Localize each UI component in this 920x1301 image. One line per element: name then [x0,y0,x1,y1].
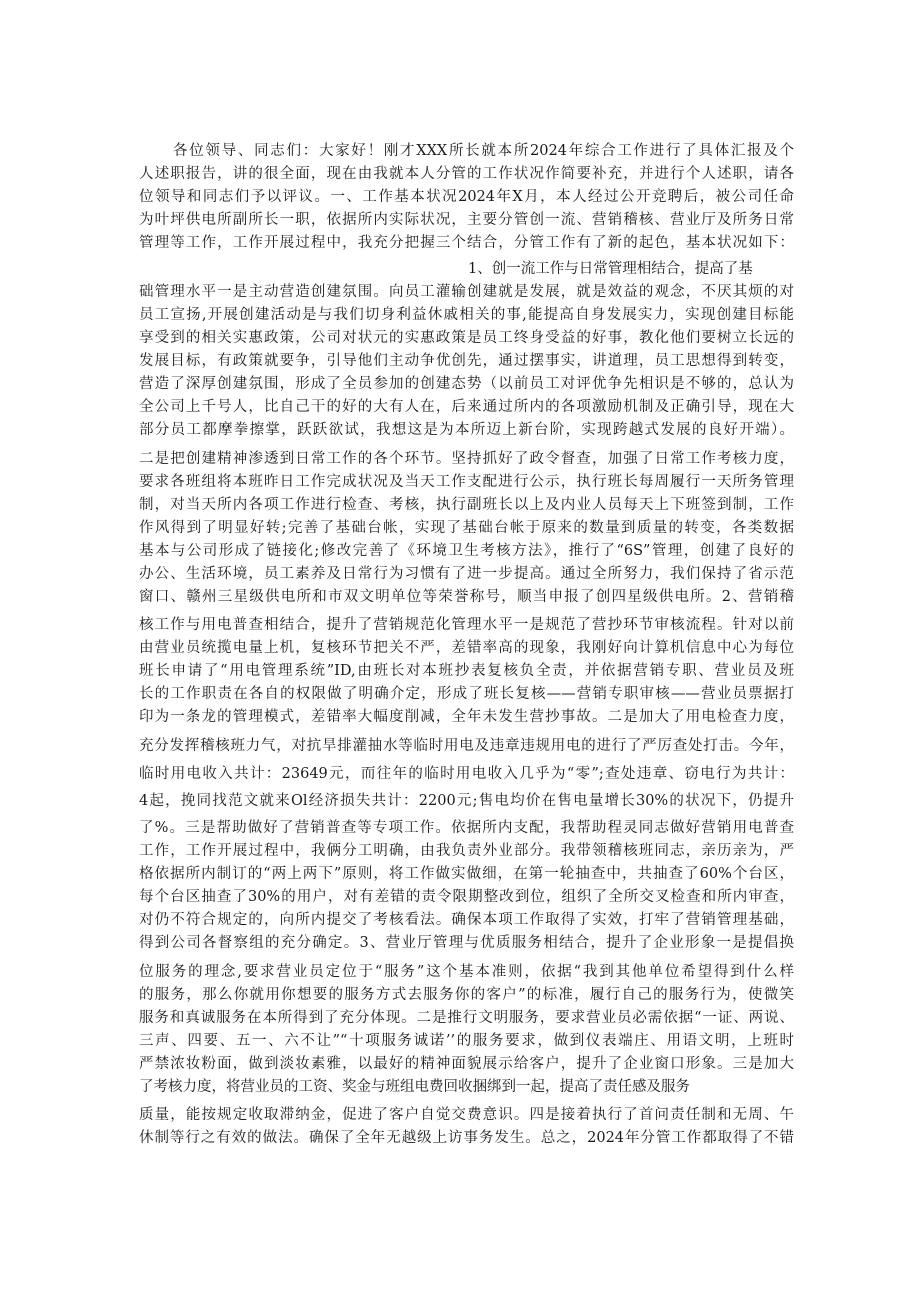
paragraph-line: 核工作与用电普查相结合，提升了营销规范化管理水平一是规范了营抄环节审核流程。针对以前 [139,617,794,633]
paragraph-line: 了%。三是帮助做好了营销普查等专项工作。依据所内支配，我帮助程灵同志做好营销用电普查 [139,820,794,836]
section-heading-line: 1、创一流工作与日常管理相结合，提高了基 [468,261,753,277]
paragraph-line: 二是把创建精神渗透到日常工作的各个环节。坚持抓好了政令督查，加强了日常工作考核力度， [139,451,794,467]
paragraph-line: 办公、生活环境，员工素养及日常行为习惯有了进一步提高。通过全所努力，我们保持了省示范 [139,566,794,582]
paragraph-line: 部分员工都摩拳擦掌，跃跃欲试，我想这是为本所迈上新台阶，实现跨越式发展的良好开端）。 [139,422,794,438]
paragraph-line: 长的工作职责在各自的权限做了明确介定，形成了班长复核——营销专职审核——营业员票据打 [139,686,794,702]
paragraph-line: 由营业员统揽电量上机，复核环节把关不严，差错率高的现象，我刚好向计算机信息中心为每位 [139,640,794,656]
paragraph-line: 窗口、赣州三星级供电所和市双文明单位等荣誉称号，顺当申报了创四星级供电所。2、营销稽 [139,589,794,605]
paragraph-line: 了考核力度，将营业员的工资、奖金与班组电费回收捆绑到一起，提高了责任感及服务 [139,1079,690,1095]
paragraph-line: 为叶坪供电所副所长一职，依据所内实际状况，主要分管创一流、营销稽核、营业厅及所务日常 [139,212,794,228]
paragraph-line: 严禁浓妆粉面，做到淡妆素雅，以最好的精神面貌展示给客户，提升了企业窗口形象。三是加大 [139,1056,794,1072]
paragraph-line: 三声、四要、五一、六不让”“十项服务诚诺’’的服务要求，做到仪表端庄、用语文明，上班时 [139,1033,794,1049]
paragraph-line: 班长申请了“用电管理系统”ID,由班长对本班抄表复核负全责，并依据营销专职、营业员及班 [139,663,794,679]
paragraph-line: 享受到的相关实惠政策，公司对状元的实惠政策是员工终身受益的好事，教化他们要树立长远的 [139,330,794,346]
paragraph-line: 印为一条龙的管理模式，差错率大幅度削减，全年未发生营抄事故。二是加大了用电检查力度， [139,709,794,725]
paragraph-line: 发展目标，有政策就要争，引导他们主动争优创先，通过摆事实，讲道理，员工思想得到转变， [139,353,794,369]
paragraph-line: 每个台区抽查了30%的用户，对有差错的责令限期整改到位，组织了全所交叉检查和所内审查， [139,889,794,905]
paragraph-line: 各位领导、同志们：大家好！刚才XXX所长就本所2024年综合工作进行了具体汇报及个 [173,143,794,159]
paragraph-line: 质量，能按规定收取滞纳金，促进了客户自觉交费意识。四是接着执行了首问责任制和无周、午 [139,1107,794,1123]
paragraph-line: 对仍不符合规定的，向所内提交了考核看法。确保本项工作取得了实效，打牢了营销管理基础， [139,912,794,928]
paragraph-line: 营造了深厚创建氛围，形成了全员参加的创建态势（以前员工对评优争先相识是不够的，总认为 [139,376,794,392]
paragraph-line: 临时用电收入共计：23649元，而往年的临时用电收入几乎为“零”;查处违章、窃电行为共计： [139,766,794,782]
paragraph-line: 格依据所内制订的“两上两下”原则，将工作做实做细，在第一轮抽查中，共抽查了60%个台区， [139,866,794,882]
paragraph-line: 位领导和同志们予以评议。一、工作基本状况2024年X月，本人经过公开竞聘后，被公司任命 [139,189,794,205]
paragraph-line: 管理等工作，工作开展过程中，我充分把握三个结合，分管工作有了新的起色，基本状况如下： [139,235,794,251]
paragraph-line: 作风得到了明显好转;完善了基础台帐，实现了基础台帐于原来的数量到质量的转变，各类数据 [139,520,794,536]
paragraph-line: 员工宣扬,开展创建活动是与我们切身利益休戚相关的事,能提高自身发展实力，实现创建目标能 [139,307,794,323]
paragraph-line: 人述职报告，讲的很全面，现在由我就本人分管的工作状况作简要补充，并进行个人述职，请各 [139,166,794,182]
paragraph-line: 4起，挽同找范文就来Ol经济损失共计：2200元;售电均价在售电量增长30%的状况下，仍提升 [139,793,794,809]
paragraph-line: 础管理水平一是主动营造创建氛围。向员工灌输创建就是发展，就是效益的观念，不厌其烦的对 [139,284,794,300]
paragraph-line: 制，对当天所内各项工作进行检查、考核，执行副班长以上及内业人员每天上下班签到制，工作 [139,497,794,513]
paragraph-line: 的服务，那么你就用你想要的服务方式去服务你的客户”的标准，履行自己的服务行为，使微笑 [139,987,794,1003]
paragraph-line: 服务和真诚服务在本所得到了充分体现。二是推行文明服务，要求营业员必需依据“一证、两说、 [139,1010,794,1026]
paragraph-line: 充分发挥稽核班力气，对抗旱排灌抽水等临时用电及违章违规用电的进行了严厉查处打击。今年， [139,738,794,754]
paragraph-line: 全公司上千号人，比自己干的好的大有人在，后来通过所内的各项激励机制及正确引导，现在大 [139,399,794,415]
paragraph-line: 工作，工作开展过程中，我俩分工明确，由我负责外业部分。我带领稽核班同志，亲历亲为，严 [139,843,794,859]
paragraph-line: 休制等行之有效的做法。确保了全年无越级上访事务发生。总之，2024年分管工作都取得了不错 [139,1130,794,1146]
paragraph-line: 要求各班组将本班昨日工作完成状况及当天工作支配进行公示，执行班长每周履行一天所务管理 [139,474,794,490]
paragraph-line: 位服务的理念,要求营业员定位于“服务”这个基本准则，依据“我到其他单位希望得到什么样 [139,964,794,980]
paragraph-line: 得到公司各督察组的充分确定。3、营业厅管理与优质服务相结合，提升了企业形象一是提倡换 [139,935,794,951]
paragraph-line: 基本与公司形成了链接化;修改完善了《环境卫生考核方法》，推行了“6S”管理，创建了良好的 [139,543,794,559]
